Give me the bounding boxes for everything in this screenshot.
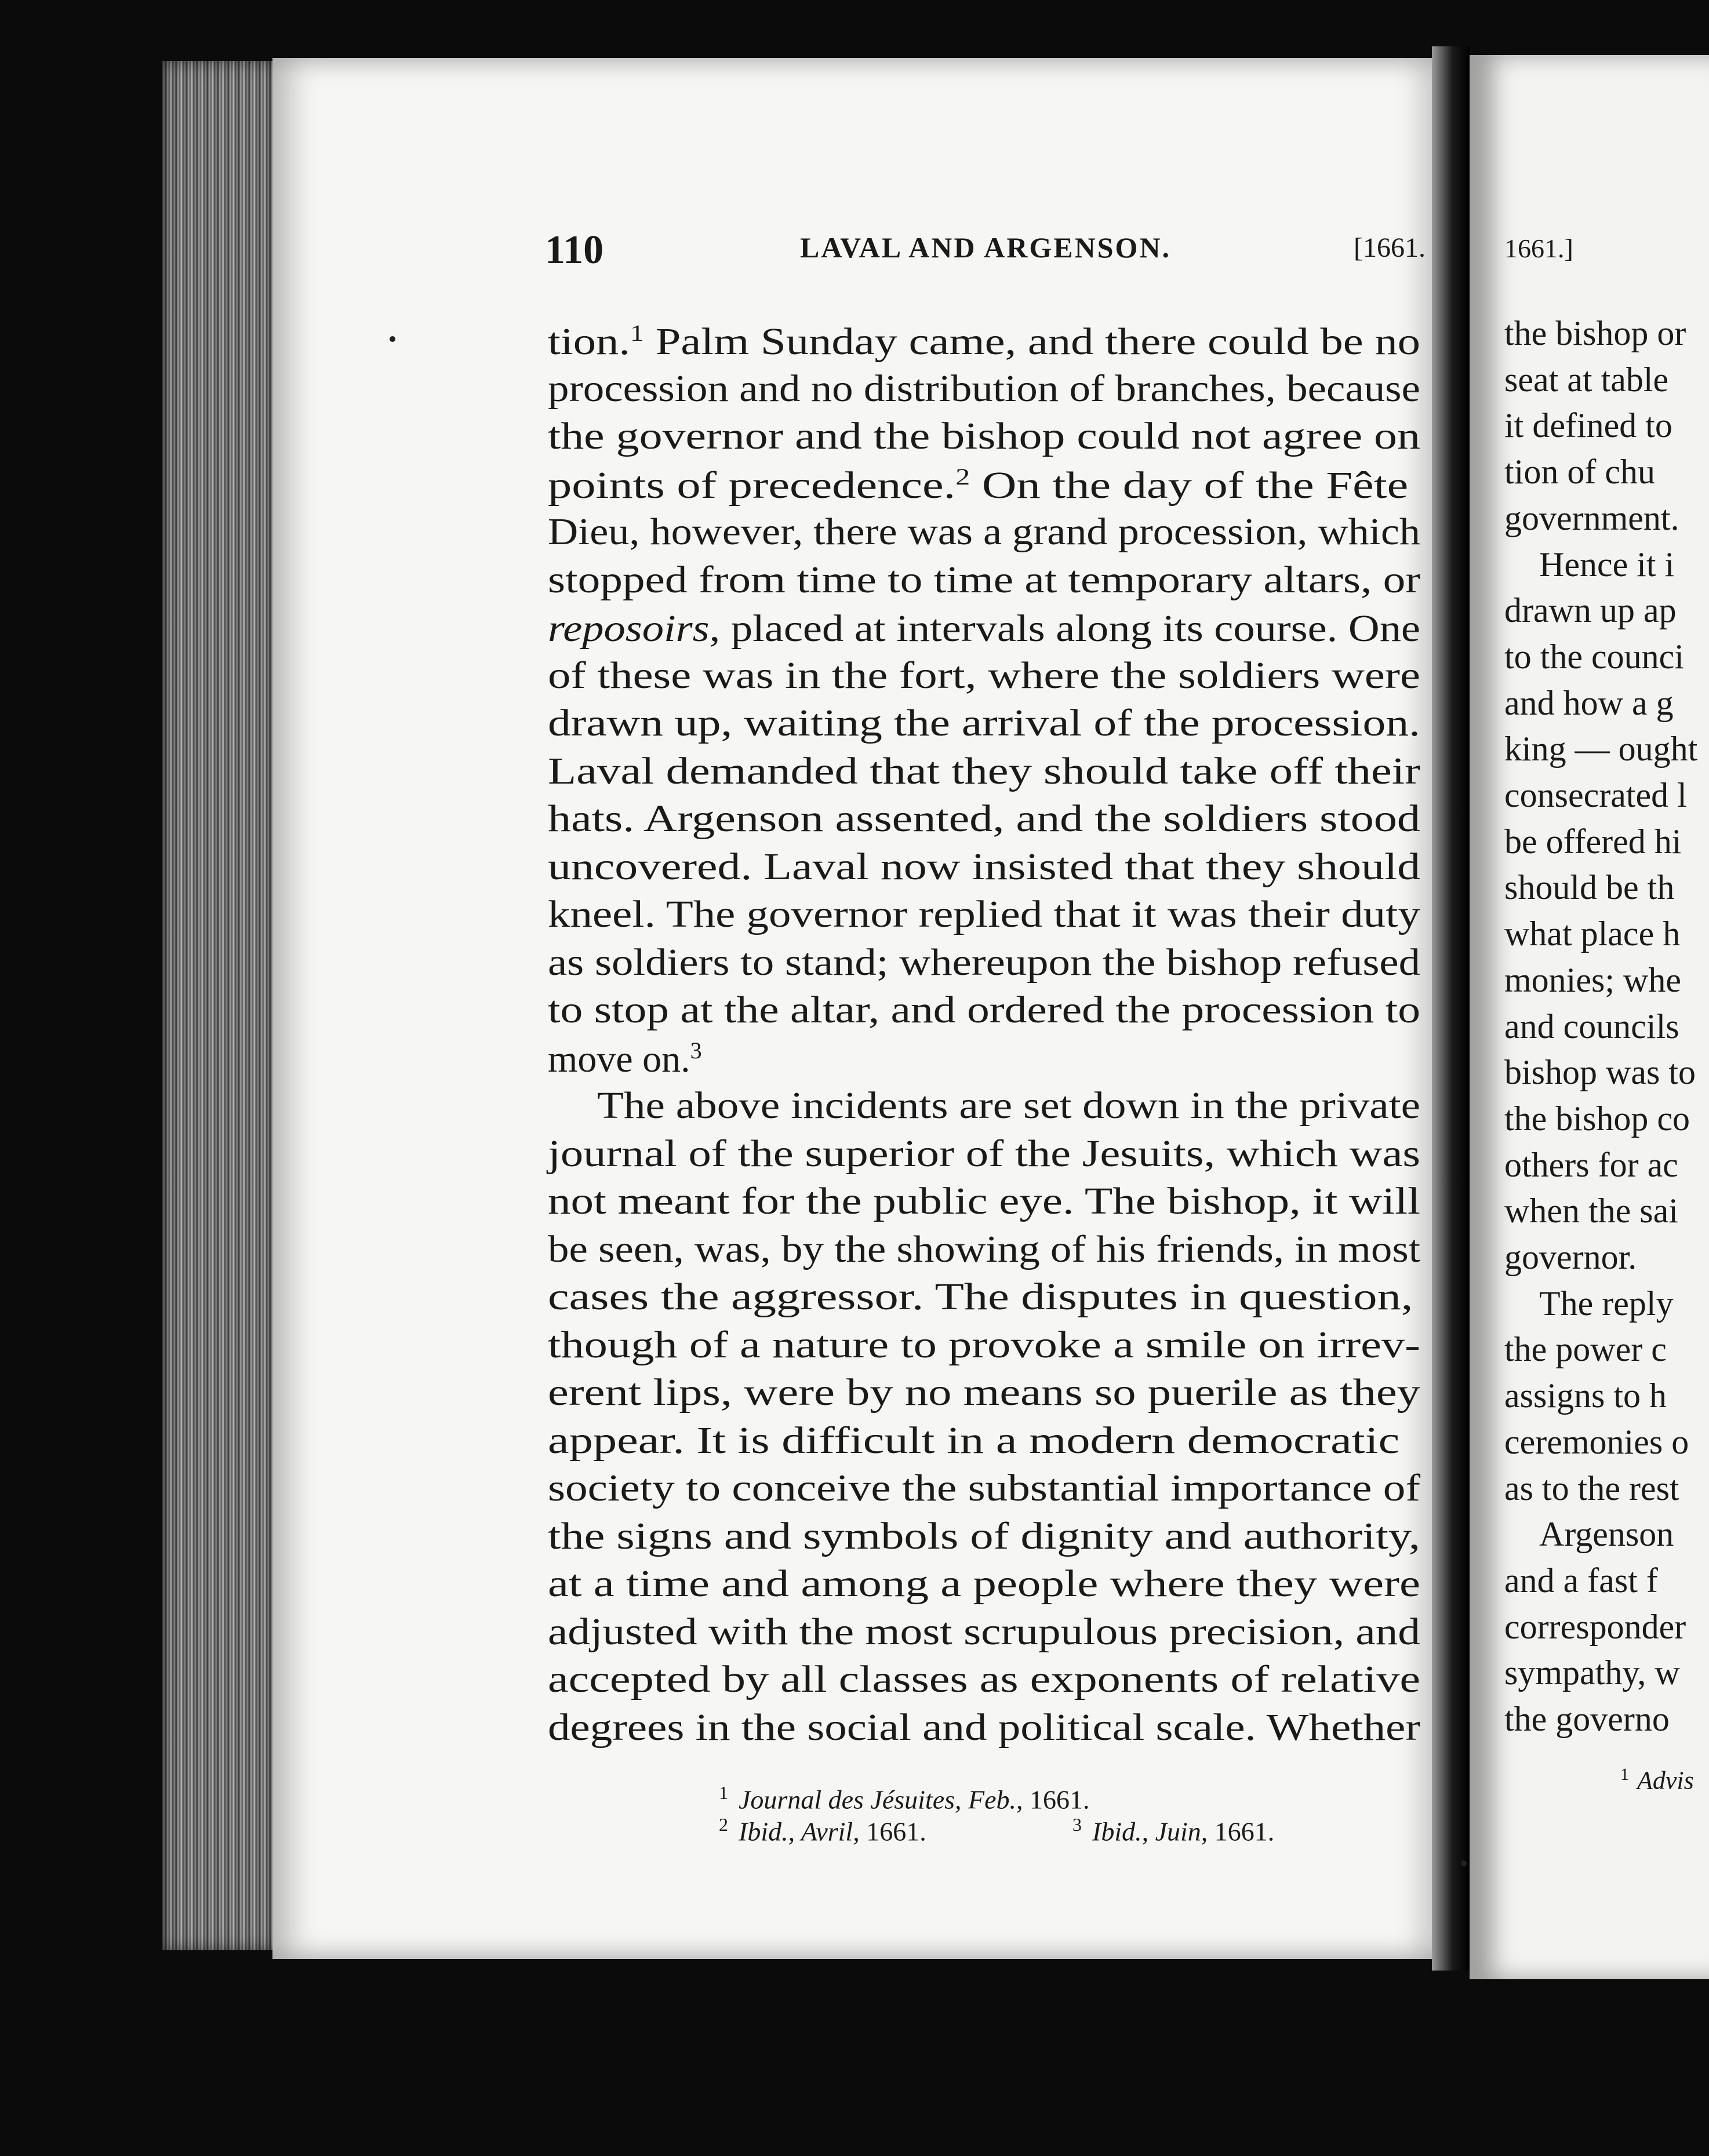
text-line: government. [1504,498,1679,537]
line-text: uncovered. Laval now insisted that they should [548,845,1421,888]
text-line: when the sai [1504,1192,1678,1230]
text-line: bishop was to [1504,1053,1696,1092]
line-text: at a time and among a people where they were [548,1563,1420,1605]
page-edges [162,61,278,1950]
text-line: ceremonies o [1504,1422,1689,1461]
footnote-source: Journal des Jésuites, Feb., [739,1784,1023,1815]
text-line-content [548,1419,1400,1462]
text-line-content [548,895,1420,934]
right-footnote [1620,1765,1694,1796]
text-line-content [548,513,1420,551]
text-line [548,1180,1420,1222]
text-line: consecrated l [1504,776,1687,814]
text-line: the bishop co [1504,1099,1690,1138]
text-line: others for ac [1504,1145,1678,1184]
line-text: procession and no distribution of branches, because [548,367,1420,410]
text-line: and councils [1504,1007,1679,1046]
line-text: cases the aggressor. The disputes in question, [548,1276,1413,1318]
text-line [548,1514,1421,1557]
text-line [548,845,1421,888]
text-line [548,607,1420,650]
footnote-marker: 3 [1072,1814,1082,1835]
text-line-content [548,749,1421,792]
text-line: The reply [1539,1284,1674,1323]
line-text: Dieu, however, there was a grand procession, which [548,511,1421,553]
text-line: monies; whe [1504,960,1681,999]
text-line-content [548,1039,702,1079]
text-line-content [548,845,1421,888]
text-line: the governo [1504,1700,1670,1738]
text-line-content [548,1323,1420,1366]
line-text: hats. Argenson assented, and the soldiers stood [548,797,1420,840]
footnote-ref: 1 [630,320,644,346]
speck [390,336,395,342]
text-line [548,941,1420,984]
text-line: tion of chu [1504,453,1655,491]
line-text: the signs and symbols of dignity and authority, [548,1514,1421,1557]
line-text: journal of the superior of the Jesuits, which was [548,1132,1421,1175]
text-line: corresponder [1504,1607,1686,1646]
text-line: the bishop or [1504,314,1686,352]
text-line: assigns to h [1504,1376,1667,1415]
text-line [548,1658,1421,1700]
footnote-ref: 3 [690,1037,702,1064]
text-line [548,320,1421,363]
text-line [548,989,1420,1031]
text-line-content [548,1230,1420,1269]
text-line: and how a g [1504,683,1674,722]
line-text: society to conceive the substantial importance of [548,1467,1421,1509]
text-line-content [548,797,1420,840]
footnote-source: Ibid., Juin, [1092,1816,1208,1847]
text-line: the power c [1504,1330,1667,1369]
line-text: Palm Sunday came, and there could be no [643,321,1421,363]
page-number: 110 [545,228,604,272]
text-line [548,558,1421,601]
text-line-content [548,609,1420,648]
text-line [548,1419,1400,1462]
text-line-content [548,1706,1420,1749]
text-line-content [548,991,1420,1029]
text-line [548,702,1421,744]
running-head: LAVAL AND ARGENSON. [800,231,1172,264]
text-line-content [548,1610,1420,1653]
text-line-content [548,322,1420,361]
text-line: sympathy, w [1504,1654,1680,1692]
line-text: , placed at intervals along its course. One [709,607,1420,650]
text-line: to the counci [1504,637,1684,676]
footnote-marker: 1 [719,1782,728,1803]
line-text: reposoirs [548,607,710,650]
text-line-content [548,367,1420,410]
text-line [548,797,1420,840]
text-line-content [548,1565,1420,1603]
footnote-2 [719,1814,926,1847]
text-line: seat at table [1504,360,1669,399]
line-text: the governor and the bishop could not agree on [548,415,1420,457]
text-line: drawn up ap [1504,591,1677,630]
text-line [548,1039,702,1079]
text-line-content [548,1132,1421,1175]
line-text: to stop at the altar, and ordered the procession to [548,989,1420,1031]
footnote-marker: 2 [719,1814,728,1835]
line-text: On the day of the Fête [970,464,1409,507]
text-line: should be th [1504,868,1675,907]
text-line [597,1084,1420,1127]
line-text: appear. It is difficult in a modern democratic [548,1419,1400,1462]
text-line: king — ought [1504,730,1698,769]
line-text: kneel. The governor replied that it was their duty [548,893,1420,935]
text-line [548,749,1421,792]
line-text: stopped from time to time at temporary altars, or [548,558,1421,601]
line-text: tion. [548,321,631,363]
line-text: move on. [548,1037,690,1080]
footnote-source: Advis [1637,1766,1694,1795]
text-line-content [548,1514,1421,1557]
footnote-ref: 2 [955,463,970,490]
text-line-content [597,1084,1420,1127]
text-line-content [548,941,1420,984]
text-line-content [548,1660,1420,1699]
line-text: of these was in the fort, where the soldiers were [548,654,1421,697]
text-line-content [548,558,1421,601]
text-line [548,1467,1421,1509]
line-text: drawn up, waiting the arrival of the procession. [548,702,1421,744]
right-page [1470,55,1709,1979]
text-line: as to the rest [1504,1469,1679,1507]
text-line [548,463,1409,507]
footnote-year: 1661. [1208,1816,1275,1847]
footnote-year: 1661. [859,1816,926,1847]
footnote-1 [719,1782,1090,1815]
line-text: adjusted with the most scrupulous precision, and [548,1610,1420,1653]
text-line [548,1132,1421,1175]
text-line [548,415,1420,457]
right-header-year: 1661.] [1504,234,1573,263]
text-line-content [548,1371,1420,1414]
text-line: it defined to [1504,406,1672,445]
text-line: Hence it i [1539,545,1675,584]
text-line-content [548,465,1408,505]
line-text: accepted by all classes as exponents of relative [548,1658,1421,1700]
text-line [548,511,1421,553]
text-line-content [548,417,1420,456]
speck [1461,1860,1467,1866]
text-line [548,1563,1420,1605]
footnote-source: Ibid., Avril, [739,1816,860,1847]
text-line-content [548,654,1421,697]
text-line: what place h [1504,915,1681,953]
text-line [548,1228,1421,1270]
book-gutter [1432,46,1470,1971]
text-line-content [548,1278,1413,1316]
line-text: though of a nature to provoke a smile on irrev- [548,1323,1420,1366]
header-year: [1661. [1354,232,1426,263]
line-text: points of precedence. [548,464,956,507]
text-line: Argenson [1539,1515,1674,1554]
text-line [548,367,1420,410]
line-text: erent lips, were by no means so puerile as they [548,1371,1420,1414]
text-line [548,1610,1420,1653]
footnote-marker: 1 [1620,1765,1629,1784]
line-text: Laval demanded that they should take off their [548,749,1421,792]
text-line [548,1706,1420,1749]
text-line [548,893,1420,935]
line-text: not meant for the public eye. The bishop, it will [548,1180,1420,1222]
text-line [548,654,1421,697]
text-line: and a fast f [1504,1561,1658,1600]
line-text: The above incidents are set down in the private [597,1084,1420,1127]
line-text: degrees in the social and political scale. Whether [548,1706,1420,1749]
text-line-content [548,1469,1420,1507]
footnote-year: 1661. [1023,1784,1090,1815]
line-text: be seen, was, by the showing of his friends, in most [548,1228,1421,1270]
line-text: as soldiers to stand; whereupon the bishop refused [548,941,1420,984]
text-line-content [548,704,1420,742]
footnote-3 [1072,1814,1274,1847]
text-line [548,1371,1420,1414]
text-line-content [548,1182,1420,1221]
text-line: governor. [1504,1238,1637,1276]
text-line [548,1323,1420,1366]
text-line [548,1276,1413,1318]
text-line: be offered hi [1504,822,1682,861]
